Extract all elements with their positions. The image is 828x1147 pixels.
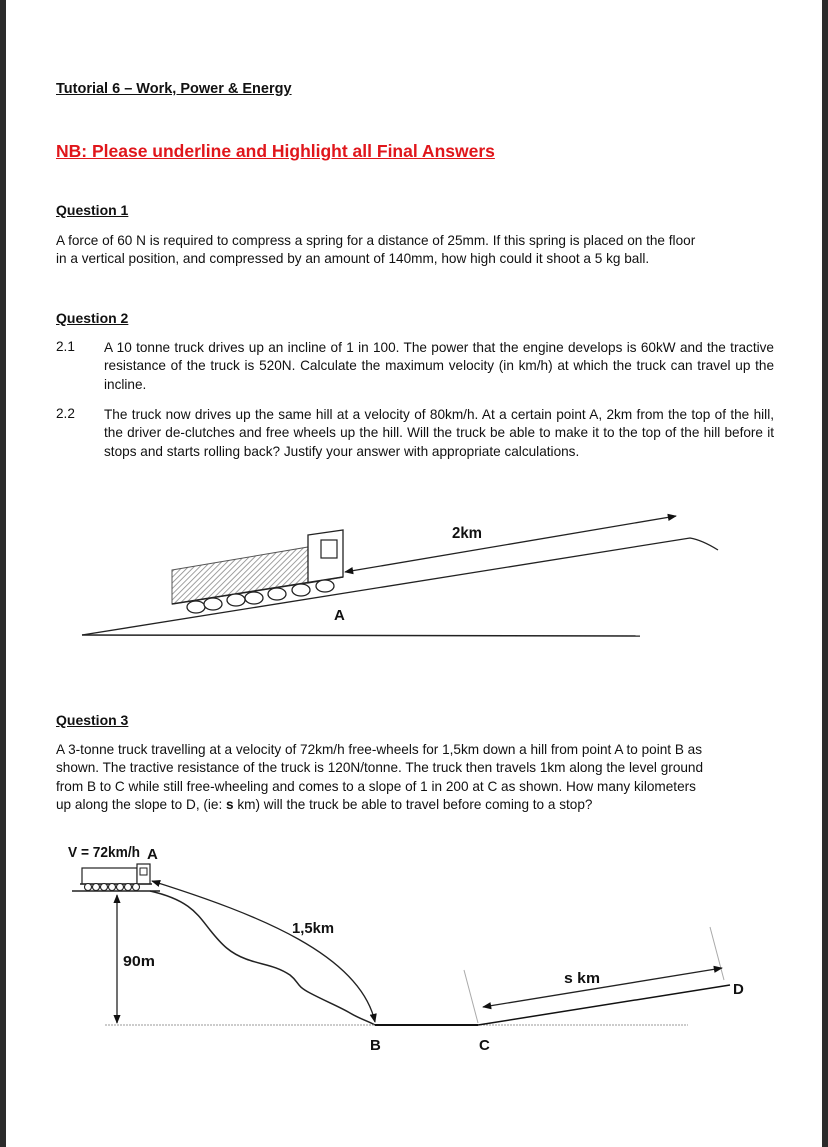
question-1-line: in a vertical position, and compressed by an amount of 140mm, how high could it shoot a 5 kg ball. <box>56 251 650 267</box>
question-2-2-text: The truck now drives up the same hill at a velocity of 80km/h. At a certain point A, 2km from the top of the hill, the driver de-clutches and free wheels up the hill. Will the truck be able to make it to the top of the hill before it stops and starts rolling back? Justify your answer with appropriate calculations. <box>104 407 774 459</box>
question-1-line: A force of 60 N is required to compress a spring for a distance of 25mm. If this spring is placed on the floor <box>56 233 696 248</box>
velocity-label: V = 72km/h <box>68 844 140 861</box>
question-2-1-text: A 10 tonne truck drives up an incline of 1 in 100. The power that the engine develops is 60kW and the tractive resistance of the truck is 520N. Calculate the maximum velocity (in km/h) at which the truck can travel up the incline. <box>104 340 774 392</box>
slope-arrow <box>152 881 375 1022</box>
question-2-heading: Question 2 <box>56 310 129 326</box>
distance-label: s km <box>564 970 600 987</box>
distance-arrow <box>483 968 722 1007</box>
question-3-line <box>56 796 781 814</box>
hill-diagram <box>0 835 828 1065</box>
point-d-label: D <box>733 981 744 998</box>
height-label: 90m <box>123 953 155 970</box>
document-title: Tutorial 6 – Work, Power & Energy <box>56 81 292 97</box>
truck-icon <box>80 864 152 891</box>
question-3-line: from B to C while still free-wheeling and comes to a slope of 1 in 200 at C as shown. How many kilometers <box>56 778 696 794</box>
point-b-label: B <box>370 1037 381 1054</box>
hill-profile <box>150 891 375 1025</box>
notice-text: NB: Please underline and Highlight all Final Answers <box>56 141 495 161</box>
question-3-line: A 3-tonne truck travelling at a velocity of 72km/h free-wheels for 1,5km down a hill from point A to point B as <box>56 742 703 757</box>
question-3-text <box>56 741 781 814</box>
question-3-line: shown. The tractive resistance of the truck is 120N/tonne. The truck then travels 1km along the level ground <box>56 760 704 776</box>
point-a-label: A <box>147 846 158 863</box>
d-marker <box>710 927 724 980</box>
truck-icon <box>172 530 343 613</box>
question-1-text <box>56 232 776 269</box>
slope-c-d <box>478 985 730 1025</box>
question-3-line-bold: s <box>226 796 234 812</box>
question-3-line-start: up along the slope to D, (ie: <box>56 796 227 812</box>
question-1-heading: Question 1 <box>56 202 129 218</box>
point-c-label: C <box>479 1037 490 1054</box>
question-3-line-end: km) will the truck be able to travel before coming to a stop? <box>233 796 593 812</box>
c-marker <box>464 970 478 1023</box>
question-2-1-number: 2.1 <box>56 339 75 354</box>
distance-label: 2km <box>452 525 482 542</box>
point-a-label: A <box>334 607 345 624</box>
slope-label: 1,5km <box>292 920 334 937</box>
distance-arrow <box>345 516 676 572</box>
incline-diagram <box>0 500 828 650</box>
question-2-2-number: 2.2 <box>56 406 75 421</box>
question-3-heading: Question 3 <box>56 712 129 728</box>
